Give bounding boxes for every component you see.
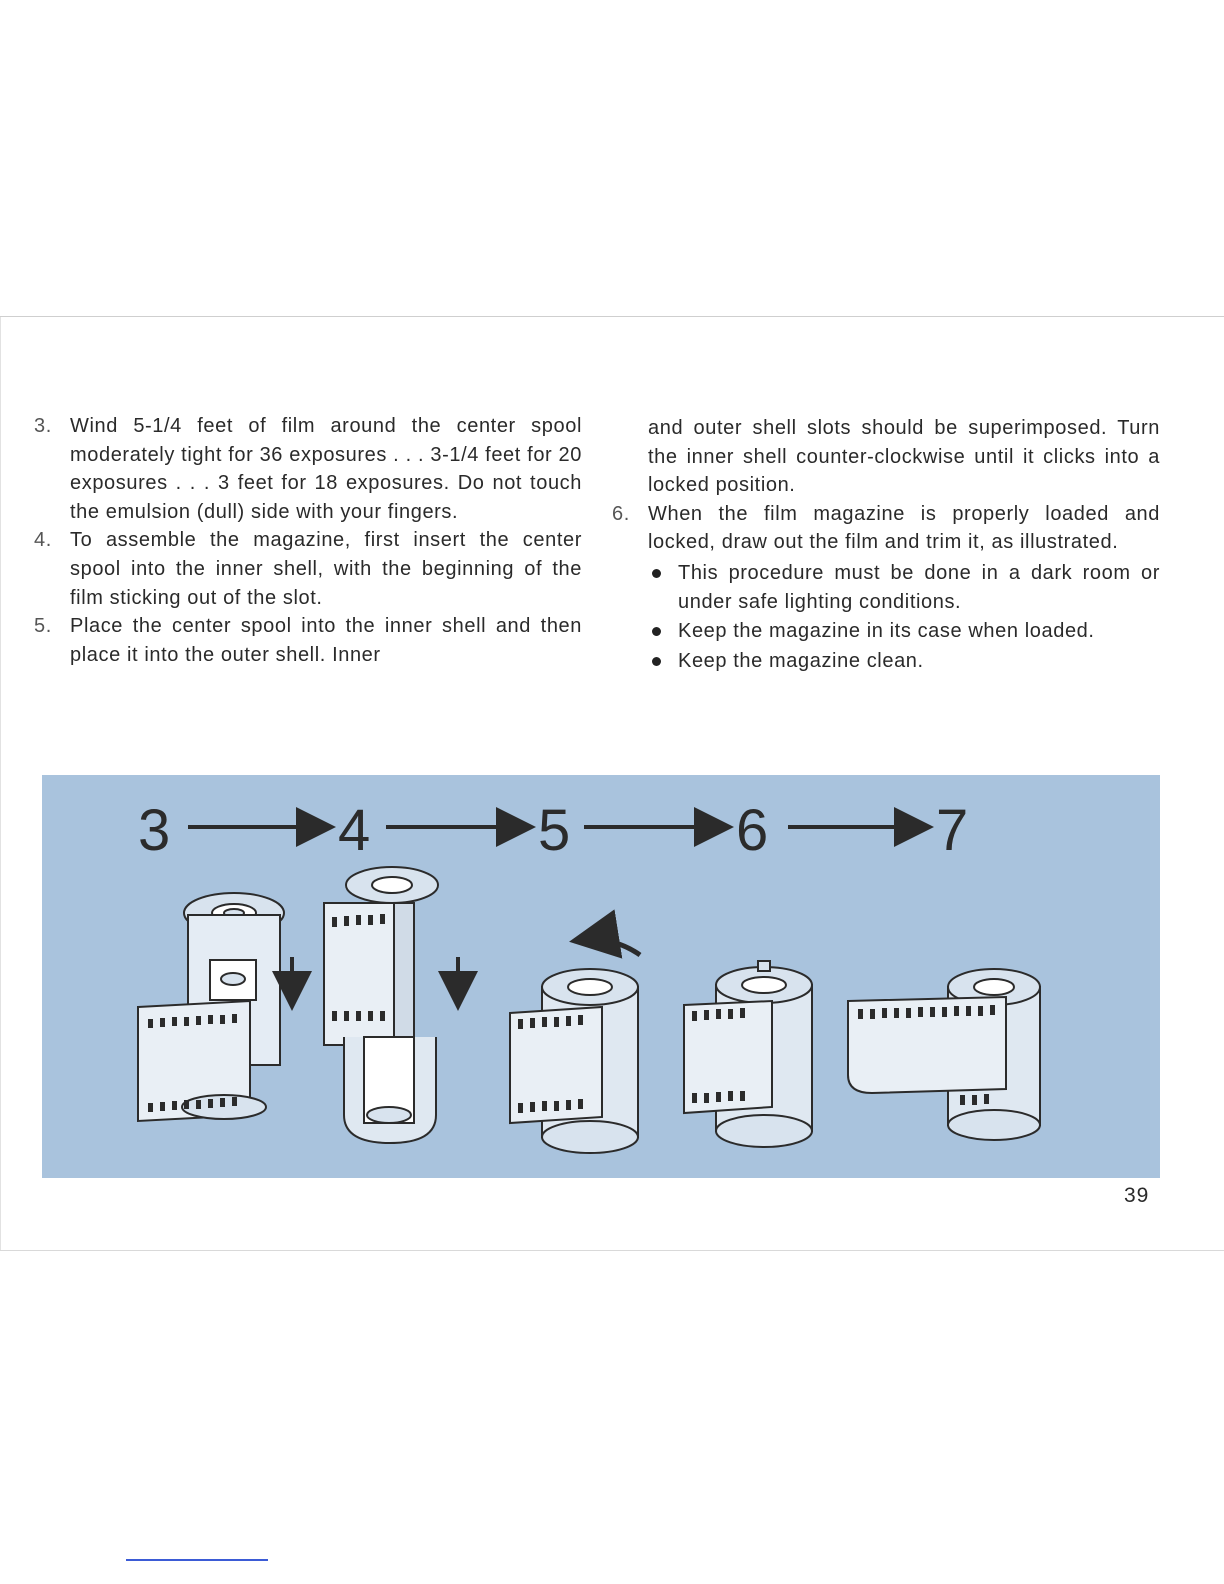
step-number: 7 (936, 798, 969, 863)
step-number: 4 (338, 798, 371, 863)
film-loading-illustration (42, 775, 1160, 1178)
bullet-text: Keep the magazine in its case when loaded. (678, 620, 1095, 643)
step-number: 3 (138, 798, 171, 863)
bullet-item (648, 617, 1160, 646)
bullet-dot-icon (648, 647, 678, 676)
locked-magazine-drawing (684, 961, 812, 1147)
bullet-item (648, 647, 1160, 676)
spool-and-film-drawing (138, 893, 284, 1121)
instruction-5-continuation (612, 414, 1160, 500)
inner-outer-shell-drawing (324, 867, 438, 1143)
instruction-text: When the film magazine is properly loaded and locked, draw out the film and trim it, as illustrated. (648, 502, 1160, 554)
instruction-number: 4. (34, 529, 52, 552)
assembled-magazine-drawing (510, 940, 640, 1153)
bullet-text: Keep the magazine clean. (678, 649, 924, 672)
right-column (612, 414, 1160, 676)
top-rule (0, 316, 1224, 317)
bullet-list (648, 559, 1160, 675)
instruction-number: 6. (612, 502, 630, 525)
trimmed-film-drawing (848, 969, 1040, 1140)
illustration-canvas (42, 775, 1160, 1178)
page-number: 39 (1124, 1184, 1150, 1207)
instruction-number: 3. (34, 415, 52, 437)
bullet-item (648, 559, 1160, 616)
instruction-number: 5. (34, 615, 52, 638)
instruction-text: To assemble the magazine, first insert the center spool into the inner shell, with the beginning of the film sticking out of the slot. (70, 529, 582, 609)
instruction-3 (34, 412, 582, 526)
instruction-6 (612, 500, 1160, 557)
page-left-edge (0, 316, 1, 1250)
instruction-4 (34, 526, 582, 612)
left-column (34, 412, 582, 669)
instruction-text: Wind 5-1/4 feet of film around the center spool moderately tight for 36 exposures . . . 3-1/4 feet for 20 exposures . . . 3 feet for 18 exposures. Do not touch the emulsion (dull) side with your fingers. (70, 415, 582, 523)
bullet-dot-icon (648, 559, 678, 616)
footer-link-line (126, 1559, 268, 1561)
step-number: 5 (538, 798, 571, 863)
instruction-5 (34, 612, 582, 669)
instruction-text: Place the center spool into the inner shell and then place it into the outer shell. Inner (70, 615, 582, 666)
continuation-text: and outer shell slots should be superimposed. Turn the inner shell counter-clockwise until it clicks into a locked position. (648, 417, 1160, 497)
bottom-rule (0, 1250, 1224, 1251)
step-number: 6 (736, 798, 769, 863)
bullet-dot-icon (648, 617, 678, 646)
bullet-text: This procedure must be done in a dark room or under safe lighting conditions. (678, 561, 1160, 613)
